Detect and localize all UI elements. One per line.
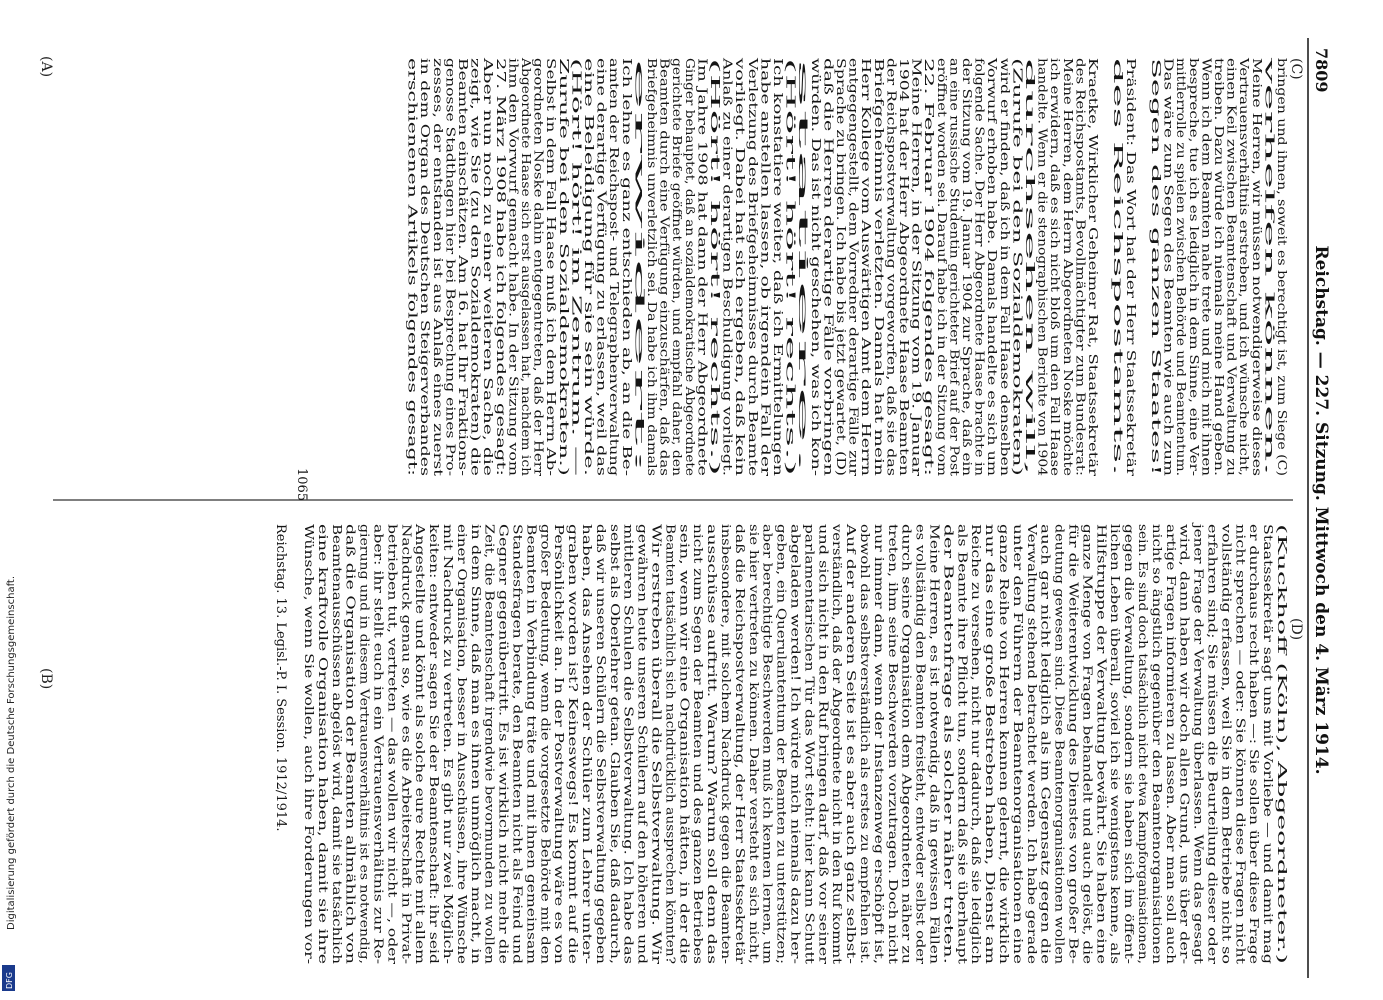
- text-line: wird, dann haben wir doch allen Grund, uns über der-: [1177, 524, 1192, 853]
- text-line: daß die Organisation der Beamten allmählich von: [343, 524, 358, 827]
- text-line: Herr Kollege vom Auswärtigen Amt dem Herrn: [859, 58, 874, 346]
- text-line: Abgeordnete Haase sich erst ausgelassen hat, nachdem ich: [519, 58, 533, 421]
- text-line: betrieben tut, vertreten — das wollen wir nicht —, oder: [385, 524, 400, 863]
- text-line: unter den Führern der Beamtenorganisationen eine: [1010, 524, 1025, 841]
- text-line: gerichtete Briefe geöffnet würden, und empfahl daher, den: [670, 58, 685, 418]
- text-line: durch seine Organisation dem Abgeordneten näher zu: [899, 524, 914, 856]
- text-line: als Beamte ihre Pflicht tun, sondern daß sie überhaupt: [955, 524, 970, 859]
- text-line: ich erwidern, daß es sich nicht bloß um den Fall Haase: [1048, 58, 1063, 394]
- text-line: treten, ihm seine Beschwerden vorzutragen. Doch nicht: [885, 524, 900, 865]
- text-line: genosse Stadthagen hier bei Besprechung eines Pro-: [443, 58, 458, 381]
- text-line: Beamten einschätzen. Am 16. hat Ihr Fraktions-: [456, 58, 470, 351]
- text-line: der Reichspostverwaltung vorgeworfen, daß sie das: [884, 58, 899, 375]
- margin-marker-a: (A): [38, 56, 54, 78]
- text-line: Wenn ich dem Beamten nahe trete und mich mit ihnen: [1199, 58, 1214, 392]
- text-line: ihm den Vorwurf gemacht habe. In der Sitzung vom: [506, 58, 521, 374]
- text-line: mittleren Schulen die Selbstverwaltung. Ich habe das: [621, 524, 636, 852]
- text-line: nur immer dann, wenn der Instanzenweg erschöpft ist,: [871, 524, 886, 860]
- text-line: Nachdruck genau so, wie es die Arbeiterschaft in Privat-: [399, 524, 414, 870]
- text-line: Wir erstreben überall die Selbstverwaltung. Wir: [649, 524, 664, 818]
- text-line: Briefgeheimnis verletzten. Damals hat mein: [871, 58, 886, 326]
- text-line: bespreche, tue ich es lediglich in dem Sinne, eine Ver-: [1186, 58, 1201, 390]
- text-line: in dem Sinne, daß man es ihnen unmöglich macht, in: [468, 524, 483, 849]
- text-line: Präsident: Das Wort hat der Herr Staatssekretär: [1123, 58, 1138, 355]
- text-line: auch gar nicht lediglich als im Gegensatz gegen die: [1038, 524, 1053, 840]
- text-line: zeigt, wie Sie (zu den Sozialdemokraten) die: [468, 58, 483, 330]
- right-column-footer: 1065: [294, 468, 309, 502]
- margin-marker-c: (C): [1288, 58, 1304, 80]
- text-line: Ich konstatiere weiter, daß ich Ermittelungen: [771, 58, 785, 336]
- text-line: in dem Organ des Deutschen Steigerverbandes: [418, 58, 433, 347]
- text-line: Vertrauensverhältnis erstreben, und ich wünsche nicht,: [1237, 58, 1252, 398]
- text-line: des Reichspostamts.: [1111, 58, 1126, 183]
- text-line: daß die Reichspostverwaltung, der Herr Staatssekretär: [732, 524, 747, 863]
- text-line: eine kraftvolle Organisation haben, damit sie ihre: [315, 524, 330, 828]
- text-line: nicht zum Segen der Beamten und des ganzen Betriebes: [691, 524, 706, 870]
- text-line: ausschüsse auftritt. Warum? Warum soll denn das: [705, 524, 720, 829]
- text-line: Verwaltung stehend betrachtet werden. Ich habe gerade: [1024, 524, 1039, 870]
- text-line: 27. März 1908 habe ich folgendes gesagt:: [493, 58, 508, 314]
- text-line: Verletzung des Briefgeheimnisses durch Beamte: [745, 58, 760, 354]
- text-line: aber: ihr stellt euch in ein Vertrauensverhältnis zur Re-: [371, 524, 386, 862]
- text-line: Sprache zu bringen. Ich habe bis jetzt gewartet, (D): [834, 58, 848, 376]
- text-line: verständlich, daß der Abgeordnete nicht in den Ruf kommt: [830, 524, 845, 884]
- text-line: mit Nachdruck zu vertreten. Es gibt nur zwei Möglich-: [441, 524, 455, 858]
- text-line: (Hört! hört! rechts.): [708, 58, 722, 181]
- text-line: gewähren heute unseren Schülern auf den höheren und: [635, 524, 650, 866]
- text-line: (Kuckhoff (Köln), Abgeordneter.): [1275, 524, 1289, 723]
- text-line: vorliegt. Dabei hat sich ergeben, daß kein: [733, 58, 748, 315]
- text-line: erschienenen Artikels folgendes gesagt:: [405, 58, 420, 303]
- text-line: statiere.: [796, 58, 811, 109]
- text-line: Segen des ganzen Staates!: [1149, 58, 1163, 223]
- text-line: gierung und in diesem Vertrauensverhältnis ist es notwendig,: [357, 524, 372, 900]
- text-line: sie hier vertreten zu können. Daher versteht es sich nicht,: [746, 524, 761, 880]
- text-line: (Hört! hört! rechts.): [783, 58, 798, 181]
- text-line: Gegner gegenübertritt. Es ist wirklich nicht mehr die: [496, 524, 511, 850]
- text-line: Auf der anderen Seite ist es aber auch ganz selbst-: [844, 524, 859, 835]
- text-line: Angestellte und könnt als solche eure Rechte mit allem: [413, 524, 428, 861]
- text-line: erfahren sind; Sie müssen die Beurteilung dieser oder: [1205, 524, 1220, 855]
- text-line: Staatssekretär sagt uns mit Vorliebe — und damit mag: [1261, 524, 1276, 858]
- text-line: eine derartige Verfügung zu erlassen, weil das: [594, 58, 609, 342]
- text-line: Reiche zu versehen, nicht nur dadurch, daß sie lediglich: [969, 524, 984, 868]
- margin-marker-b: (B): [38, 668, 54, 690]
- text-line: nicht sprechen — oder: Sie können diese Fragen nicht: [1233, 524, 1248, 856]
- text-line: Meine Herren, es ist notwendig, daß in gewissen Fällen: [927, 524, 942, 864]
- text-line: es vollständig den Beamten freisteht, entweder selbst oder: [913, 524, 928, 884]
- margin-marker-d: (D): [1288, 618, 1304, 641]
- text-line: artige Fragen informieren zu lassen. Aber man soll auch: [1163, 524, 1178, 869]
- sidebar-funding-note: Digitalisierung gefördert durch die Deutsche Forschungsgemeinschaft.: [6, 575, 17, 930]
- text-line: Vorwurf erhoben habe. Damals handelte es sich um: [985, 58, 1000, 373]
- header-running-title: Reichstag. — 227. Sitzung. Mittwoch den 4. März 1914.: [1311, 245, 1331, 775]
- text-line: mittlerrolle zu spielen zwischen Behörde und Beamtentum.: [1174, 58, 1189, 420]
- text-line: insbesondere, mit solchem Nachdruck gegen die Beamten-: [719, 524, 733, 884]
- text-line: der Sitzung vom 19. Januar 1904 zur Sprache, daß ein: [960, 58, 974, 390]
- text-line: verhelfen können.: [1262, 58, 1277, 168]
- text-line: Meine Herren, dem Herrn Abgeordneten Noske möchte: [1060, 58, 1075, 400]
- text-line: Aber nun noch zu einer weiteren Sache, die: [481, 58, 496, 326]
- text-line: und sich nicht in den Ruf bringen darf, daß vor seiner: [816, 524, 831, 853]
- text-line: treiben. Dazu würde ich niemals meine Hand geben.: [1212, 58, 1226, 379]
- text-line: würden. Das ist nicht geschehen, was ich kon-: [808, 58, 823, 341]
- text-line: durchsehen will,: [1023, 58, 1037, 159]
- text-line: Zurufe bei den Sozialdemokraten.): [556, 58, 571, 270]
- text-line: Standesfragen berate, den Beamten nicht als Feind und: [510, 524, 525, 865]
- text-line: geben, ein Querulantentum der Beamten zu unterstützen;: [774, 524, 789, 878]
- text-line: an eine russische Studentin gerichteter Brief auf der Post: [947, 58, 962, 411]
- text-line: gegen die Verwaltung, sondern sie haben sich im öffent-: [1122, 524, 1137, 867]
- text-line: einer Organisation, besser in Ausschüssen, ihre Wünsche: [454, 524, 469, 874]
- text-line: er durchaus recht haben —: Sie sollen über diese Frage: [1247, 524, 1262, 865]
- text-line: nicht so ängstlich gegenüber den Beamtenorganisationen: [1149, 524, 1164, 877]
- text-line: eröffnet worden sei. Darauf habe ich in der Sitzung vom: [934, 58, 949, 401]
- text-line: Beamten in Verbindung träte und mit ihnen gemeinsam: [524, 524, 539, 864]
- text-line: des Reichspostamts, Bevollmächtigter zum Bundesrat:: [1073, 58, 1088, 391]
- text-line: 22. Februar 1904 folgendes gesagt:: [922, 58, 937, 276]
- text-line: Beamten tatsächlich sich nachdrücklich aussprechen könnten?: [663, 524, 678, 908]
- text-line: Im Jahre 1908 hat dann der Herr Abgeordnete: [695, 58, 710, 342]
- text-line: sein, wenn wir eine Organisation hätten, in der die: [677, 524, 692, 835]
- text-line: Das wäre zum Segen des Beamten wie auch zum: [1161, 58, 1176, 356]
- text-line: Ginger behauptet, daß an sozialdemokratische Abgeordnete: [682, 58, 697, 426]
- text-line: handelte. Wenn er die stenographischen Berichte von 1904: [1035, 58, 1050, 420]
- left-column-footer: Reichstag. 13. Legisl.-P. I. Session. 1912/1914.: [273, 524, 289, 832]
- text-line: Ich lehne es ganz entschieden ab, an die Be-: [619, 58, 634, 330]
- text-line: für die Weiterentwicklung des Dienstes von großer Be-: [1066, 524, 1081, 859]
- text-line: geordneten Noske dahin entgegentreten, daß der Herr: [531, 58, 546, 394]
- text-line: Kraetke, Wirklicher Geheimer Rat, Staatssekretär: [1086, 58, 1100, 364]
- text-line: vollständig erfassen, weil Sie in dem Betriebe nicht so: [1219, 524, 1234, 856]
- text-line: abgeladen werden! Ich würde mich niemals dazu her-: [788, 524, 803, 853]
- text-line: graben worden ist? Keineswegs! Es kommt auf die: [566, 524, 581, 833]
- text-line: obwohl das selbstverständlich als erstes zu empfehlen ist.: [858, 524, 872, 878]
- text-line: lichen Leben überall, soviel ich sie wenigstens kenne, als: [1108, 524, 1123, 873]
- text-line: Meine Herren, wir müssen notwendigerweise dieses: [1249, 58, 1264, 379]
- text-line: zesses, der entstanden ist aus Anlaß eines zuerst: [430, 58, 445, 358]
- text-line: amten der Reichspost- und Telegraphenverwaltung: [607, 58, 622, 371]
- text-line: Wünsche, wenn Sie wollen, auch ihre Forderungen vor-: [302, 524, 316, 862]
- text-line: jener Frage der Verwaltung überlassen. Wenn das gesagt: [1191, 524, 1206, 874]
- dfg-logo-text: DFG: [5, 972, 14, 989]
- text-line: habe anstellen lassen, ob irgendein Fall der: [758, 58, 773, 325]
- text-line: parlamentarischen Tür das Wort steht: hier kann Schutt: [802, 524, 817, 867]
- text-line: Beamtenausschüssen abgelöst wird, damit sie tatsächlich: [329, 524, 344, 876]
- text-line: (Hört! hört! im Zentrum. —: [569, 58, 584, 226]
- text-line: keiten: entweder sagen Sie der Beamtenschaft: ihr seid: [427, 524, 442, 863]
- text-line: Zeit, die Beamtenschaft irgendwie bevormunden zu wollen: [482, 524, 497, 884]
- text-line: haben, das Ansehen der Schüler zum Lehrer unter-: [580, 524, 594, 837]
- text-line: Anlaß zu einer derartigen Beschuldigung vorliegt.: [720, 58, 735, 364]
- text-line: nur das eine große Bestreben haben, Dienst am: [983, 524, 998, 816]
- text-line: Selbst in dem Fall Haase muß ich dem Herrn Ab-: [544, 58, 559, 357]
- text-line: Persönlichkeit an. In der Postverwaltung wäre es von: [552, 524, 567, 849]
- text-line: entgegengestellt, dem Vorredner derartige Fälle zur: [846, 58, 861, 378]
- text-line: (Zurufe bei den Sozialdemokraten): [1010, 58, 1025, 271]
- text-line: folgende Sache. Der Herr Abgeordnete Haase brachte in: [972, 58, 987, 405]
- text-line: Hilfstruppe der Verwaltung bewährt. Sie haben eine: [1094, 524, 1109, 844]
- text-line: sein. Es sind doch tatsächlich nicht etwa Kampforganisationen,: [1136, 524, 1150, 911]
- text-line: wird er finden, daß ich in dem Fall Haase denselben: [997, 58, 1012, 377]
- text-line: selbst als Oberlehrer getan. Glauben Sie, daß dadurch,: [607, 524, 622, 861]
- header-page-number: 7809: [1312, 48, 1331, 93]
- text-line: einen Keil zwischen Beamtenschaft und Verwaltung zu: [1224, 58, 1239, 392]
- text-line: großer Bedeutung, wenn die vorgesetzte Behörde mit den: [538, 524, 553, 879]
- text-line: aber berechtigte Beschwerden muß ich kennen lernen, um: [760, 524, 775, 884]
- sidebar-note: [6, 576, 17, 930]
- text-line: der Beamtenfrage als solcher näher treten.: [941, 524, 956, 789]
- text-line: ganze Menge von Fragen behandelt und auch gelöst, die: [1080, 524, 1095, 871]
- text-line: Beamten durch eine Verfügung einzuschärfen, daß das: [657, 58, 672, 393]
- text-line: daß die Herren derartige Fälle vorbringen: [821, 58, 836, 316]
- text-line: daß wir unseren Schülern die Selbstverwaltung gegeben: [593, 524, 608, 872]
- text-line: bringen und ihnen, soweit es berechtigt ist, zum Siege (C): [1275, 58, 1289, 414]
- text-line: 1904 hat der Herr Abgeordnete Haase Beamten: [897, 58, 911, 352]
- text-line: eine Beleidigung für sie sein würde.: [582, 58, 596, 279]
- text-line: Briefgeheimnis unverletzlich sei. Da habe ich ihm damals: [645, 58, 659, 409]
- text-line: erwidert:: [632, 58, 647, 115]
- text-line: ganze Reihe von Herren kennen gelernt, die wirklich: [997, 524, 1011, 848]
- left-column: [302, 521, 1289, 964]
- text-line: Meine Herren, in der Sitzung vom 19. Januar: [909, 58, 924, 334]
- text-line: deutung gewesen sind. Diese Beamtenorganisationen wollen: [1052, 524, 1067, 895]
